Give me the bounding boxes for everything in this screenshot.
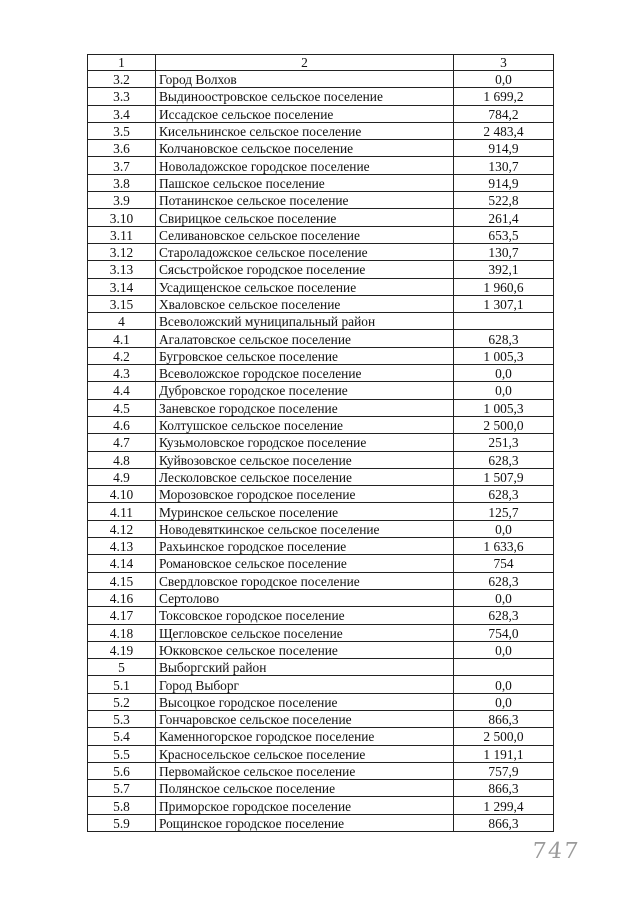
row-number: 3.6 [88, 140, 156, 157]
table-row [88, 641, 554, 658]
row-value: 251,3 [454, 434, 554, 451]
row-value: 0,0 [454, 520, 554, 537]
table-row [88, 226, 554, 243]
table-row [88, 797, 554, 814]
table-row [88, 122, 554, 139]
table-header-row [88, 55, 554, 71]
table-row [88, 745, 554, 762]
row-value: 628,3 [454, 607, 554, 624]
table-row [88, 728, 554, 745]
row-value: 125,7 [454, 503, 554, 520]
row-value: 866,3 [454, 710, 554, 727]
row-number: 5.3 [88, 710, 156, 727]
row-value: 0,0 [454, 71, 554, 88]
row-number: 5.6 [88, 762, 156, 779]
row-number: 3.9 [88, 192, 156, 209]
column-header-name: 2 [156, 55, 454, 71]
row-name: Лесколовское сельское поселение [156, 468, 454, 485]
row-name: Усадищенское сельское поселение [156, 278, 454, 295]
row-name: Свирицкое сельское поселение [156, 209, 454, 226]
row-name: Новоладожское городское поселение [156, 157, 454, 174]
table-row [88, 434, 554, 451]
row-number: 3.7 [88, 157, 156, 174]
table-row [88, 261, 554, 278]
table-row [88, 451, 554, 468]
row-number: 5.2 [88, 693, 156, 710]
column-header-number: 1 [88, 55, 156, 71]
table-row [88, 399, 554, 416]
row-value: 754 [454, 555, 554, 572]
table-row [88, 157, 554, 174]
row-value: 1 699,2 [454, 88, 554, 105]
row-name: Приморское городское поселение [156, 797, 454, 814]
row-name: Токсовское городское поселение [156, 607, 454, 624]
row-number: 5.8 [88, 797, 156, 814]
row-name: Всеволожский муниципальный район [156, 313, 454, 330]
row-number: 3.8 [88, 174, 156, 191]
row-number: 3.14 [88, 278, 156, 295]
row-name: Хваловское сельское поселение [156, 295, 454, 312]
row-name: Щегловское сельское поселение [156, 624, 454, 641]
row-number: 4.4 [88, 382, 156, 399]
row-value: 757,9 [454, 762, 554, 779]
row-number: 4.2 [88, 347, 156, 364]
row-name: Куйвозовское сельское поселение [156, 451, 454, 468]
table-row [88, 486, 554, 503]
table-row [88, 624, 554, 641]
row-name: Кузьмоловское городское поселение [156, 434, 454, 451]
row-number: 3.5 [88, 122, 156, 139]
row-name: Романовское сельское поселение [156, 555, 454, 572]
row-number: 4.16 [88, 589, 156, 606]
table-row [88, 416, 554, 433]
row-name: Морозовское городское поселение [156, 486, 454, 503]
row-name: Заневское городское поселение [156, 399, 454, 416]
row-value: 1 633,6 [454, 538, 554, 555]
row-value: 2 500,0 [454, 728, 554, 745]
table-body [88, 71, 554, 832]
row-number: 3.3 [88, 88, 156, 105]
row-number: 3.11 [88, 226, 156, 243]
row-number: 4.9 [88, 468, 156, 485]
row-number: 3.12 [88, 243, 156, 260]
table-row [88, 105, 554, 122]
row-number: 4.18 [88, 624, 156, 641]
budget-allocation-table [87, 54, 554, 832]
table-row [88, 278, 554, 295]
row-value: 628,3 [454, 451, 554, 468]
row-number: 4.14 [88, 555, 156, 572]
table-row [88, 88, 554, 105]
row-name: Сясьстройское городское поселение [156, 261, 454, 278]
row-number: 3.2 [88, 71, 156, 88]
table-row [88, 607, 554, 624]
row-name: Староладожское сельское поселение [156, 243, 454, 260]
page-number-stamp: 747 [530, 839, 582, 864]
row-value: 130,7 [454, 157, 554, 174]
row-value: 0,0 [454, 693, 554, 710]
row-value: 1 960,6 [454, 278, 554, 295]
table-row [88, 71, 554, 88]
row-name: Селивановское сельское поселение [156, 226, 454, 243]
row-value: 784,2 [454, 105, 554, 122]
row-number: 5.4 [88, 728, 156, 745]
row-name: Выборгский район [156, 659, 454, 676]
table-row [88, 572, 554, 589]
table-row [88, 140, 554, 157]
row-name: Гончаровское сельское поселение [156, 710, 454, 727]
row-value: 0,0 [454, 676, 554, 693]
row-name: Полянское сельское поселение [156, 780, 454, 797]
row-value: 261,4 [454, 209, 554, 226]
row-name: Колтушское сельское поселение [156, 416, 454, 433]
table-row [88, 710, 554, 727]
row-value: 628,3 [454, 572, 554, 589]
row-value: 0,0 [454, 641, 554, 658]
row-value: 0,0 [454, 589, 554, 606]
row-value: 1 507,9 [454, 468, 554, 485]
row-number: 4.15 [88, 572, 156, 589]
table-row [88, 589, 554, 606]
row-value: 653,5 [454, 226, 554, 243]
table-row [88, 676, 554, 693]
row-value: 2 500,0 [454, 416, 554, 433]
table-row [88, 365, 554, 382]
row-value: 2 483,4 [454, 122, 554, 139]
row-name: Всеволожское городское поселение [156, 365, 454, 382]
row-name: Колчановское сельское поселение [156, 140, 454, 157]
table-row [88, 313, 554, 330]
row-number: 4.7 [88, 434, 156, 451]
row-value: 522,8 [454, 192, 554, 209]
row-name: Новодевяткинское сельское поселение [156, 520, 454, 537]
row-name: Дубровское городское поселение [156, 382, 454, 399]
row-number: 4.1 [88, 330, 156, 347]
row-value: 1 005,3 [454, 399, 554, 416]
table-row [88, 538, 554, 555]
row-name: Муринское сельское поселение [156, 503, 454, 520]
row-value: 1 307,1 [454, 295, 554, 312]
row-number: 5.9 [88, 814, 156, 831]
table-row [88, 243, 554, 260]
table-row [88, 330, 554, 347]
table-row [88, 174, 554, 191]
row-name: Кисельнинское сельское поселение [156, 122, 454, 139]
row-value: 1 299,4 [454, 797, 554, 814]
table-row [88, 192, 554, 209]
row-name: Город Выборг [156, 676, 454, 693]
row-name: Бугровское сельское поселение [156, 347, 454, 364]
column-header-value: 3 [454, 55, 554, 71]
row-value: 754,0 [454, 624, 554, 641]
row-name: Юкковское сельское поселение [156, 641, 454, 658]
row-name: Пашское сельское поселение [156, 174, 454, 191]
row-value: 914,9 [454, 140, 554, 157]
row-value: 392,1 [454, 261, 554, 278]
table-row [88, 780, 554, 797]
table-row [88, 814, 554, 831]
row-name: Потанинское сельское поселение [156, 192, 454, 209]
row-name: Иссадское сельское поселение [156, 105, 454, 122]
row-number: 4.6 [88, 416, 156, 433]
row-value: 866,3 [454, 814, 554, 831]
table-row [88, 209, 554, 226]
row-name: Город Волхов [156, 71, 454, 88]
row-number: 3.4 [88, 105, 156, 122]
table-row [88, 555, 554, 572]
row-name: Высоцкое городское поселение [156, 693, 454, 710]
row-value: 1 191,1 [454, 745, 554, 762]
table-row [88, 659, 554, 676]
row-value: 130,7 [454, 243, 554, 260]
row-name: Выдинооcтровское сельское поселение [156, 88, 454, 105]
row-value: 628,3 [454, 486, 554, 503]
row-name: Свердловское городское поселение [156, 572, 454, 589]
row-number: 4.3 [88, 365, 156, 382]
table-row [88, 520, 554, 537]
row-name: Сертолово [156, 589, 454, 606]
row-name: Красносельское сельское поселение [156, 745, 454, 762]
row-value: 914,9 [454, 174, 554, 191]
row-number: 4.11 [88, 503, 156, 520]
row-number: 4.5 [88, 399, 156, 416]
row-number: 4.17 [88, 607, 156, 624]
table-row [88, 762, 554, 779]
row-number: 4.19 [88, 641, 156, 658]
table-row [88, 295, 554, 312]
row-number: 3.15 [88, 295, 156, 312]
row-name: Рахьинское городское поселение [156, 538, 454, 555]
table-row [88, 693, 554, 710]
row-value [454, 313, 554, 330]
row-number: 4.12 [88, 520, 156, 537]
table-row [88, 347, 554, 364]
row-number: 5.1 [88, 676, 156, 693]
row-value [454, 659, 554, 676]
row-value: 866,3 [454, 780, 554, 797]
row-number: 4 [88, 313, 156, 330]
row-number: 5 [88, 659, 156, 676]
row-value: 0,0 [454, 382, 554, 399]
row-name: Агалатовское сельское поселение [156, 330, 454, 347]
table-row [88, 382, 554, 399]
row-number: 4.10 [88, 486, 156, 503]
row-value: 0,0 [454, 365, 554, 382]
row-number: 5.7 [88, 780, 156, 797]
row-number: 4.13 [88, 538, 156, 555]
row-number: 5.5 [88, 745, 156, 762]
row-name: Первомайское сельское поселение [156, 762, 454, 779]
row-value: 1 005,3 [454, 347, 554, 364]
row-number: 3.13 [88, 261, 156, 278]
table-row [88, 503, 554, 520]
row-value: 628,3 [454, 330, 554, 347]
row-number: 3.10 [88, 209, 156, 226]
row-name: Рощинское городское поселение [156, 814, 454, 831]
table-row [88, 468, 554, 485]
row-number: 4.8 [88, 451, 156, 468]
row-name: Каменногорское городское поселение [156, 728, 454, 745]
